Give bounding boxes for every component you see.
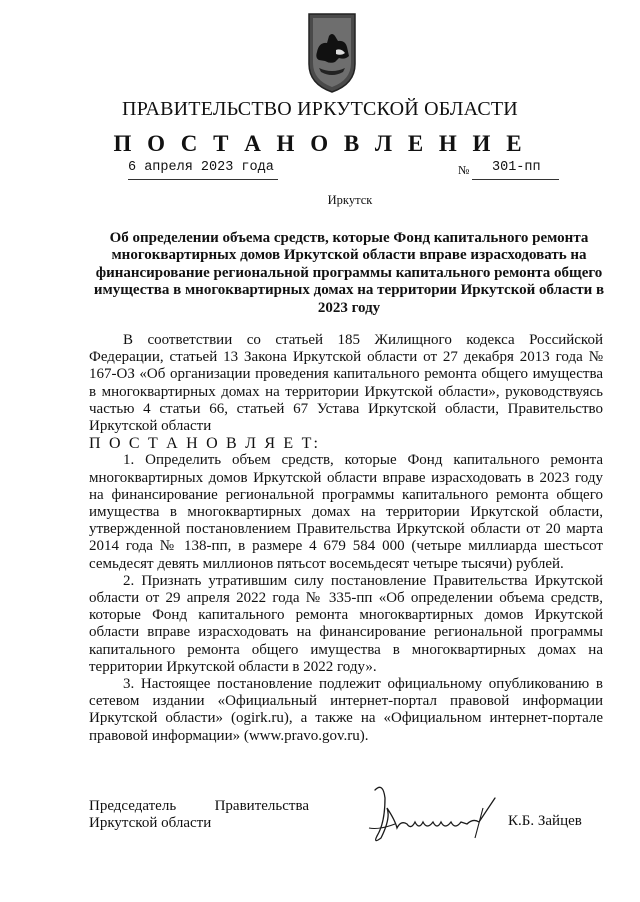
city-name: Иркутск	[327, 193, 373, 207]
date-underline	[128, 179, 278, 180]
coat-of-arms-emblem	[305, 12, 359, 94]
signatory-position	[89, 798, 309, 832]
document-body	[89, 332, 603, 745]
document-number: 301-пп	[492, 160, 541, 175]
item-paragraph-1: 1. Определить объем средств, которые Фонд капитального ремонта многоквартирных домов Иркутской области вправе израсходовать в 2023 году на финансирование региональной программы капитального ремонта общего имущества в многоквартирных домах на территории Иркутской области, утвержденной постановлением Правительства Иркутской области от 20 марта 2014 года № 138-пп, в размере 4 679 584 000 (четыре миллиарда шестьсот семьдесят девять миллионов пятьсот восемьдесят четыре тысячи) рублей.	[89, 452, 603, 572]
handwritten-signature	[355, 778, 505, 858]
decree-word: П О С Т А Н О В Л Я Е Т:	[89, 435, 321, 453]
government-title: ПРАВИТЕЛЬСТВО ИРКУТСКОЙ ОБЛАСТИ	[122, 98, 518, 120]
document-heading: Об определении объема средств, которые Фонд капитального ремонта многоквартирных домов Иркутской области вправе израсходовать на финансирование региональной программы капитального ремонта общего имущества в многоквартирных домах на территории Иркутской области в 2023 году	[93, 230, 605, 316]
item-paragraph-2: 2. Признать утратившим силу постановление Правительства Иркутской области от 29 апреля 2022 года № 335-пп «Об определении объема средств, которые Фонд капитального ремонта многоквартирных домов Иркутской области вправе израсходовать на финансирование региональной программы капитального ремонта общего имущества в многоквартирных домах на территории Иркутской области в 2022 году».	[89, 572, 603, 675]
document-type: П О С Т А Н О В Л Е Н И Е	[113, 131, 527, 156]
document-date: 6 апреля 2023 года	[128, 160, 274, 175]
item-paragraph-3: 3. Настоящее постановление подлежит официальному опубликованию в сетевом издании «Официальный интернет-портал правовой информации Иркутской области» (ogirk.ru), а также на «Официальном интернет-портале правовой информации» (www.pravo.gov.ru).	[89, 676, 603, 744]
position-word-2: Правительства	[214, 798, 309, 814]
signer-name: К.Б. Зайцев	[508, 813, 582, 829]
position-line-2: Иркутской области	[89, 815, 212, 831]
position-word-1: Председатель	[89, 798, 177, 814]
preamble-paragraph: В соответствии со статьей 185 Жилищного кодекса Российской Федерации, статьей 13 Закона Иркутской области от 27 декабря 2013 года № 167-ОЗ «Об организации проведения капитального ремонта общего имущества в многоквартирных домах на территории Иркутской области», руководствуясь частью 4 статьи 66, статьей 67 Устава Иркутской области, Правительство Иркутской области	[89, 332, 603, 435]
number-underline	[472, 179, 559, 180]
number-label: №	[458, 163, 470, 177]
